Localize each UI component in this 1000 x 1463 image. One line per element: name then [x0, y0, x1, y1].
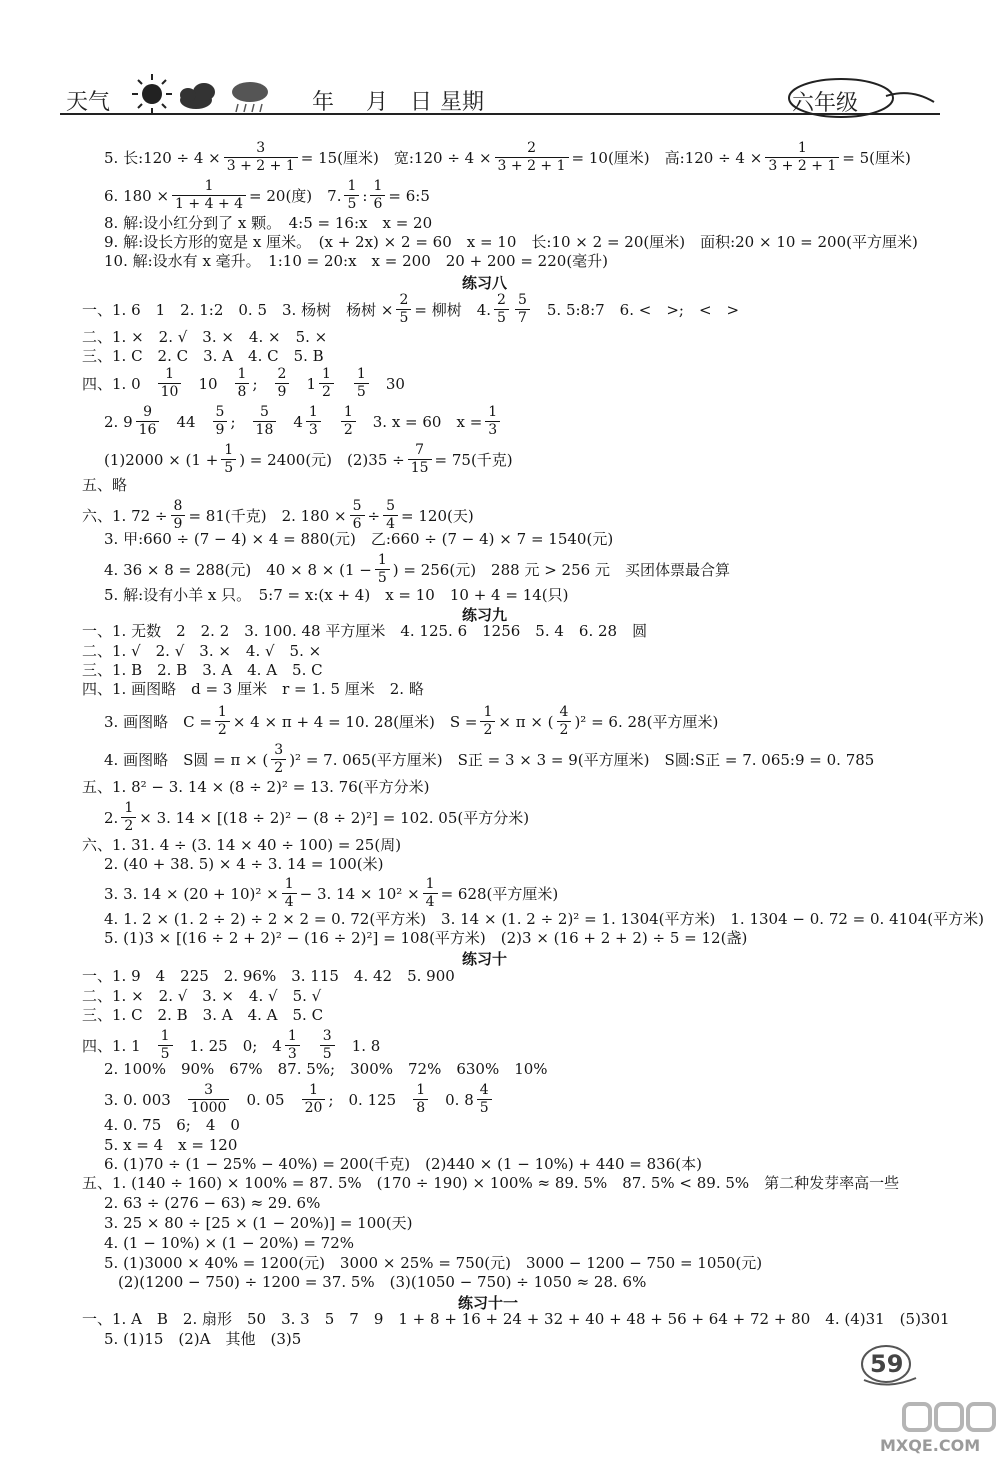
fraction	[423, 876, 438, 911]
weekday-field: 星期	[440, 90, 485, 115]
fraction	[350, 498, 365, 533]
text-segment: 1. 25 0; 4	[189, 1036, 282, 1055]
fraction-numerator: 1	[287, 1028, 297, 1044]
text-segment: 3. 0. 003	[104, 1090, 171, 1109]
fraction	[354, 366, 369, 401]
text-segment: = 75(千克)	[434, 450, 513, 469]
fraction-numerator: 2	[497, 292, 506, 308]
text-segment: 30	[385, 374, 405, 393]
fraction-denominator: 8	[235, 383, 250, 401]
e10-part5-line6: (2)(1200 − 750) ÷ 1200 = 37. 5% (3)(1050 − 750) ÷ 1050 ≈ 28. 6%	[118, 1273, 647, 1291]
fraction-denominator: 7	[515, 309, 530, 327]
fraction-denominator: 2	[341, 421, 356, 439]
e8-part6-line1	[82, 498, 474, 533]
text-segment: 2.	[104, 808, 119, 827]
day-field: 日	[410, 90, 433, 115]
fraction-denominator: 3	[306, 421, 321, 439]
fraction	[235, 366, 250, 401]
fraction	[515, 292, 530, 327]
fraction-denominator: 2	[480, 721, 495, 739]
fraction-denominator: 5	[494, 309, 509, 327]
text-segment: (1)2000 × (1 +	[104, 450, 219, 469]
fraction-numerator: 1	[284, 876, 294, 892]
fraction	[282, 876, 297, 911]
fraction-numerator: 2	[527, 140, 536, 156]
fraction	[557, 704, 572, 739]
grade-label: 六年级	[792, 91, 859, 116]
fraction	[302, 1082, 326, 1117]
fraction-denominator: 9	[171, 515, 186, 533]
fraction-numerator: 5	[386, 498, 396, 514]
fraction	[306, 404, 321, 439]
e10-part2: 二、1. × 2. √ 3. × 4. √ 5. √	[82, 987, 322, 1005]
fraction	[495, 140, 569, 175]
text-segment: ÷	[367, 506, 381, 525]
fraction	[285, 1028, 300, 1063]
fraction-numerator: 1	[797, 140, 807, 156]
answer-line-10: 10. 解:设水有 x 毫升。 1:10 = 20:x x = 200 20 + 200 = 220(毫升)	[104, 252, 609, 270]
text-segment: × 4 × π + 4 = 10. 28(厘米) S =	[232, 712, 478, 731]
text-segment: = 120(天)	[401, 506, 474, 525]
e8-part6-line3: 3. 甲:660 ÷ (7 − 4) × 4 = 880(元) 乙:660 ÷ (7 − 4) × 7 = 1540(元)	[104, 530, 614, 548]
e9-part2: 二、1. √ 2. √ 3. × 4. √ 5. ×	[82, 642, 322, 660]
section-title-lianxi11: 练习十一	[458, 1294, 519, 1312]
fraction-numerator: 1	[308, 404, 318, 420]
text-segment: ;	[230, 412, 236, 431]
fraction-numerator: 2	[277, 366, 287, 382]
text-segment: 1	[306, 374, 316, 393]
fraction-denominator: 4	[282, 893, 297, 911]
fraction-denominator: 5	[320, 1045, 335, 1063]
answer-line-6	[104, 178, 430, 213]
text-segment: ) = 2400(元) (2)35 ÷	[239, 450, 405, 469]
e9-part4-line1: 四、1. 画图略 d = 3 厘米 r = 1. 5 厘米 2. 略	[82, 680, 424, 698]
e8-part5: 五、略	[82, 476, 128, 494]
fraction-denominator: 3 + 2 + 1	[495, 157, 569, 175]
fraction	[171, 498, 186, 533]
fraction-denominator: 5	[396, 309, 411, 327]
fraction	[477, 1082, 492, 1117]
text-segment: = 6:5	[388, 186, 430, 205]
fraction-numerator: 3	[274, 742, 284, 758]
fraction-numerator: 1	[356, 366, 366, 382]
year-field: 年	[312, 90, 335, 115]
fraction-denominator: 2	[215, 721, 230, 739]
fraction-numerator: 1	[483, 704, 493, 720]
section-title-lianxi9: 练习九	[462, 606, 508, 624]
page-number: 59	[870, 1350, 904, 1378]
fraction-denominator: 3 + 2 + 1	[765, 157, 839, 175]
fraction	[370, 178, 385, 213]
fraction-numerator: 5	[517, 292, 527, 308]
fraction-denominator: 9	[213, 421, 228, 439]
text-segment: = 15(厘米) 宽:120 ÷ 4 ×	[300, 148, 492, 167]
text-segment: 2. 9	[104, 412, 133, 431]
fraction-numerator: 1	[322, 366, 331, 382]
fraction	[408, 442, 432, 477]
fraction	[275, 366, 290, 401]
fraction	[136, 404, 160, 439]
fraction-numerator: 1	[347, 178, 357, 194]
text-segment: )² = 6. 28(平方厘米)	[574, 712, 719, 731]
text-segment: ) = 256(元) 288 元 > 256 元 买团体票最合算	[392, 560, 730, 579]
fraction-denominator: 5	[221, 459, 236, 477]
fraction-numerator: 3	[322, 1028, 332, 1044]
text-segment: 10	[198, 374, 218, 393]
text-segment: × 3. 14 × [(18 ÷ 2)² − (8 ÷ 2)²] = 102. 05(平方分米)	[139, 808, 530, 827]
e10-part4-line3	[104, 1082, 495, 1117]
fraction-denominator: 2	[271, 759, 286, 777]
fraction	[480, 704, 495, 739]
fraction-numerator: 5	[259, 404, 269, 420]
e8-part2: 二、1. × 2. √ 3. × 4. × 5. ×	[82, 328, 328, 346]
text-segment: − 3. 14 × 10² ×	[299, 884, 420, 903]
fraction	[172, 178, 246, 213]
e9-part4-line4	[104, 742, 874, 777]
e10-part4-line4: 4. 0. 75 6; 4 0	[104, 1116, 240, 1134]
fraction	[320, 1028, 335, 1063]
e10-part5-line2: 2. 63 ÷ (276 − 63) ≈ 29. 6%	[104, 1194, 321, 1212]
text-segment: 3. 3. 14 × (20 + 10)² ×	[104, 884, 279, 903]
e10-part5-line3: 3. 25 × 80 ÷ [25 × (1 − 20%)] = 100(天)	[104, 1214, 413, 1232]
fraction-denominator: 20	[302, 1099, 326, 1117]
fraction-denominator: 1000	[188, 1099, 230, 1117]
fraction	[224, 140, 298, 175]
fraction-denominator: 4	[383, 515, 398, 533]
text-segment: )² = 7. 065(平方厘米) S正 = 3 × 3 = 9(平方厘米) S圆:S正 = 7. 065:9 = 0. 785	[289, 750, 875, 769]
fraction-numerator: 2	[399, 292, 409, 308]
fraction	[765, 140, 839, 175]
fraction	[253, 404, 277, 439]
fraction-numerator: 4	[559, 704, 569, 720]
text-segment: 5. 5:8:7 6. < >; < >	[546, 300, 740, 319]
fraction	[158, 366, 182, 401]
text-segment: 六、1. 72 ÷	[82, 506, 168, 525]
fraction-numerator: 1	[124, 800, 134, 816]
e8-part6-line5: 5. 解:设有小羊 x 只。 5:7 = x:(x + 4) x = 10 10 + 4 = 14(只)	[104, 586, 569, 604]
fraction	[396, 292, 411, 327]
fraction-numerator: 1	[204, 178, 214, 194]
fraction-numerator: 1	[165, 366, 174, 382]
fraction-denominator: 8	[413, 1099, 428, 1117]
fraction-numerator: 1	[237, 366, 247, 382]
fraction-denominator: 6	[370, 195, 385, 213]
month-field: 月	[366, 90, 389, 115]
text-segment: :	[362, 186, 368, 205]
fraction-denominator: 15	[408, 459, 432, 477]
fraction-numerator: 1	[224, 442, 234, 458]
fraction-denominator: 4	[423, 893, 438, 911]
e8-part6-line4	[104, 552, 730, 587]
e9-part6-line2: 2. (40 + 38. 5) × 4 ÷ 3. 14 = 100(米)	[104, 855, 384, 873]
fraction-denominator: 2	[557, 721, 572, 739]
text-segment: = 81(千克) 2. 180 ×	[188, 506, 347, 525]
fraction	[344, 178, 359, 213]
fraction-numerator: 8	[173, 498, 183, 514]
e9-part6-line3	[104, 876, 558, 911]
fraction-numerator: 5	[215, 404, 225, 420]
e10-part5-line4: 4. (1 − 10%) × (1 − 20%) = 72%	[104, 1234, 355, 1252]
fraction	[121, 800, 136, 835]
e11-part1-line2: 5. (1)15 (2)A 其他 (3)5	[104, 1330, 302, 1348]
text-segment: 3. x = 60 x =	[372, 412, 483, 431]
e9-part5-line2	[104, 800, 529, 835]
text-segment: 四、1. 1	[82, 1036, 141, 1055]
text-segment: 0. 8	[445, 1090, 474, 1109]
text-segment: = 柳树 4.	[414, 300, 492, 319]
fraction-numerator: 1	[416, 1082, 426, 1098]
fraction-denominator: 2	[121, 817, 136, 835]
fraction-denominator: 3 + 2 + 1	[224, 157, 298, 175]
text-segment: 4	[293, 412, 303, 431]
e10-part5-line5: 5. (1)3000 × 40% = 1200(元) 3000 × 25% = 750(元) 3000 − 1200 − 750 = 1050(元)	[104, 1254, 763, 1272]
e10-part4-line2: 2. 100% 90% 67% 87. 5%; 300% 72% 630% 10%	[104, 1060, 548, 1078]
text-segment: 5. 长:120 ÷ 4 ×	[104, 148, 221, 167]
section-title-lianxi10: 练习十	[462, 950, 508, 968]
text-segment: ; 0. 125	[328, 1090, 397, 1109]
fraction-denominator: 5	[375, 569, 390, 587]
fraction-numerator: 1	[488, 404, 498, 420]
answer-line-9: 9. 解:设长方形的宽是 x 厘米。 (x + 2x) × 2 = 60 x = 10 长:10 × 2 = 20(厘米) 面积:20 × 10 = 200(平方厘米)	[104, 233, 918, 251]
fraction-numerator: 1	[425, 876, 435, 892]
section-title-lianxi8: 练习八	[462, 274, 508, 292]
text-segment: ;	[252, 374, 258, 393]
e9-part6-line4: 4. 1. 2 × (1. 2 ÷ 2) ÷ 2 × 2 = 0. 72(平方米) 3. 14 × (1. 2 ÷ 2)² = 1. 1304(平方米) 1. 1304 − 0. 72 = 0. 4104(平方米)	[104, 910, 984, 928]
fraction	[271, 742, 286, 777]
e10-part4-line1	[82, 1028, 380, 1063]
text-segment: = 5(厘米)	[842, 148, 911, 167]
fraction	[341, 404, 356, 439]
fraction-denominator: 5	[354, 383, 369, 401]
answer-line-8: 8. 解:设小红分到了 x 颗。 4:5 = 16:x x = 20	[104, 214, 433, 232]
fraction-denominator: 5	[344, 195, 359, 213]
fraction-numerator: 3	[256, 140, 266, 156]
e9-part4-line3	[104, 704, 718, 739]
e10-part5-line1: 五、1. (140 ÷ 160) × 100% = 87. 5% (170 ÷ 190) × 100% ≈ 89. 5% 87. 5% < 89. 5% 第二种发芽率高一些	[82, 1174, 900, 1192]
fraction-denominator: 18	[253, 421, 277, 439]
answer-line-5	[104, 140, 911, 175]
fraction	[213, 404, 228, 439]
fraction-denominator: 5	[477, 1099, 492, 1117]
fraction-denominator: 3	[485, 421, 500, 439]
text-segment: × π × (	[498, 712, 554, 731]
fraction-numerator: 7	[415, 442, 425, 458]
text-segment: 一、1. 6 1 2. 1:2 0. 5 3. 杨树 杨树 ×	[82, 300, 394, 319]
fraction-numerator: 1	[343, 404, 353, 420]
fraction	[485, 404, 500, 439]
weather-label: 天气	[66, 90, 111, 115]
e9-part6-line5: 5. (1)3 × [(16 ÷ 2 + 2)² − (16 ÷ 2)²] = 108(平方米) (2)3 × (16 + 2 + 2) ÷ 5 = 12(盏)	[104, 929, 748, 947]
fraction-denominator: 1 + 4 + 4	[172, 195, 246, 213]
fraction-denominator: 9	[275, 383, 290, 401]
fraction	[413, 1082, 428, 1117]
fraction-numerator: 1	[377, 552, 387, 568]
fraction	[319, 366, 334, 401]
fraction-numerator: 3	[204, 1082, 214, 1098]
text-segment: 4. 画图略 S圆 = π × (	[104, 750, 269, 769]
fraction-numerator: 5	[352, 498, 362, 514]
e8-part3: 三、1. C 2. C 3. A 4. C 5. B	[82, 347, 324, 365]
text-segment: 1. 8	[351, 1036, 381, 1055]
fraction-numerator: 9	[143, 404, 152, 420]
text-segment: = 628(平方厘米)	[440, 884, 559, 903]
fraction	[375, 552, 390, 587]
page-number-badge	[858, 1340, 918, 1390]
text-segment: 4. 36 × 8 = 288(元) 40 × 8 × (1 −	[104, 560, 372, 579]
fraction-numerator: 1	[160, 1028, 170, 1044]
fraction-numerator: 1	[309, 1082, 318, 1098]
text-segment: 四、1. 0	[82, 374, 141, 393]
e8-part4-line3	[104, 442, 513, 477]
e9-part6-line1: 六、1. 31. 4 ÷ (3. 14 × 40 ÷ 100) = 25(周)	[82, 836, 402, 854]
e8-part4-line2	[104, 404, 503, 439]
e9-part1: 一、1. 无数 2 2. 2 3. 100. 48 平方厘米 4. 125. 6 1256 5. 4 6. 28 圆	[82, 622, 648, 640]
e8-part1	[82, 292, 739, 327]
text-segment: 6. 180 ×	[104, 186, 170, 205]
e10-part3: 三、1. C 2. B 3. A 4. A 5. C	[82, 1006, 324, 1024]
fraction	[188, 1082, 230, 1117]
text-segment: 0. 05	[246, 1090, 285, 1109]
fraction-denominator: 3	[285, 1045, 300, 1063]
fraction-numerator: 1	[373, 178, 383, 194]
fraction-denominator: 16	[136, 421, 160, 439]
fraction-denominator: 6	[350, 515, 365, 533]
fraction	[383, 498, 398, 533]
text-segment: = 20(度) 7.	[249, 186, 342, 205]
e9-part5-line1: 五、1. 8² − 3. 14 × (8 ÷ 2)² = 13. 76(平方分米)	[82, 778, 430, 796]
fraction-numerator: 1	[217, 704, 227, 720]
e9-part3: 三、1. B 2. B 3. A 4. A 5. C	[82, 661, 323, 679]
fraction	[221, 442, 236, 477]
e11-part1: 一、1. A B 2. 扇形 50 3. 3 5 7 9 1 + 8 + 16 + 24 + 32 + 40 + 48 + 56 + 64 + 72 + 80 4. (4)31 (5)301	[82, 1310, 950, 1328]
fraction-denominator: 10	[158, 383, 182, 401]
e10-part1: 一、1. 9 4 225 2. 96% 3. 115 4. 42 5. 900	[82, 967, 455, 985]
fraction-numerator: 4	[479, 1082, 489, 1098]
text-segment: = 10(厘米) 高:120 ÷ 4 ×	[571, 148, 763, 167]
e8-part4-line1	[82, 366, 405, 401]
text-segment: 3. 画图略 C =	[104, 712, 212, 731]
fraction-denominator: 2	[319, 383, 334, 401]
watermark-text: MXQE.COM	[880, 1436, 981, 1455]
fraction	[215, 704, 230, 739]
fraction	[158, 1028, 173, 1063]
e10-part4-line5: 5. x = 4 x = 120	[104, 1136, 238, 1154]
fraction	[494, 292, 509, 327]
fraction-denominator: 5	[158, 1045, 173, 1063]
text-segment: 44	[176, 412, 196, 431]
e10-part4-line6: 6. (1)70 ÷ (1 − 25% − 40%) = 200(千克) (2)440 × (1 − 10%) + 440 = 836(本)	[104, 1155, 702, 1173]
